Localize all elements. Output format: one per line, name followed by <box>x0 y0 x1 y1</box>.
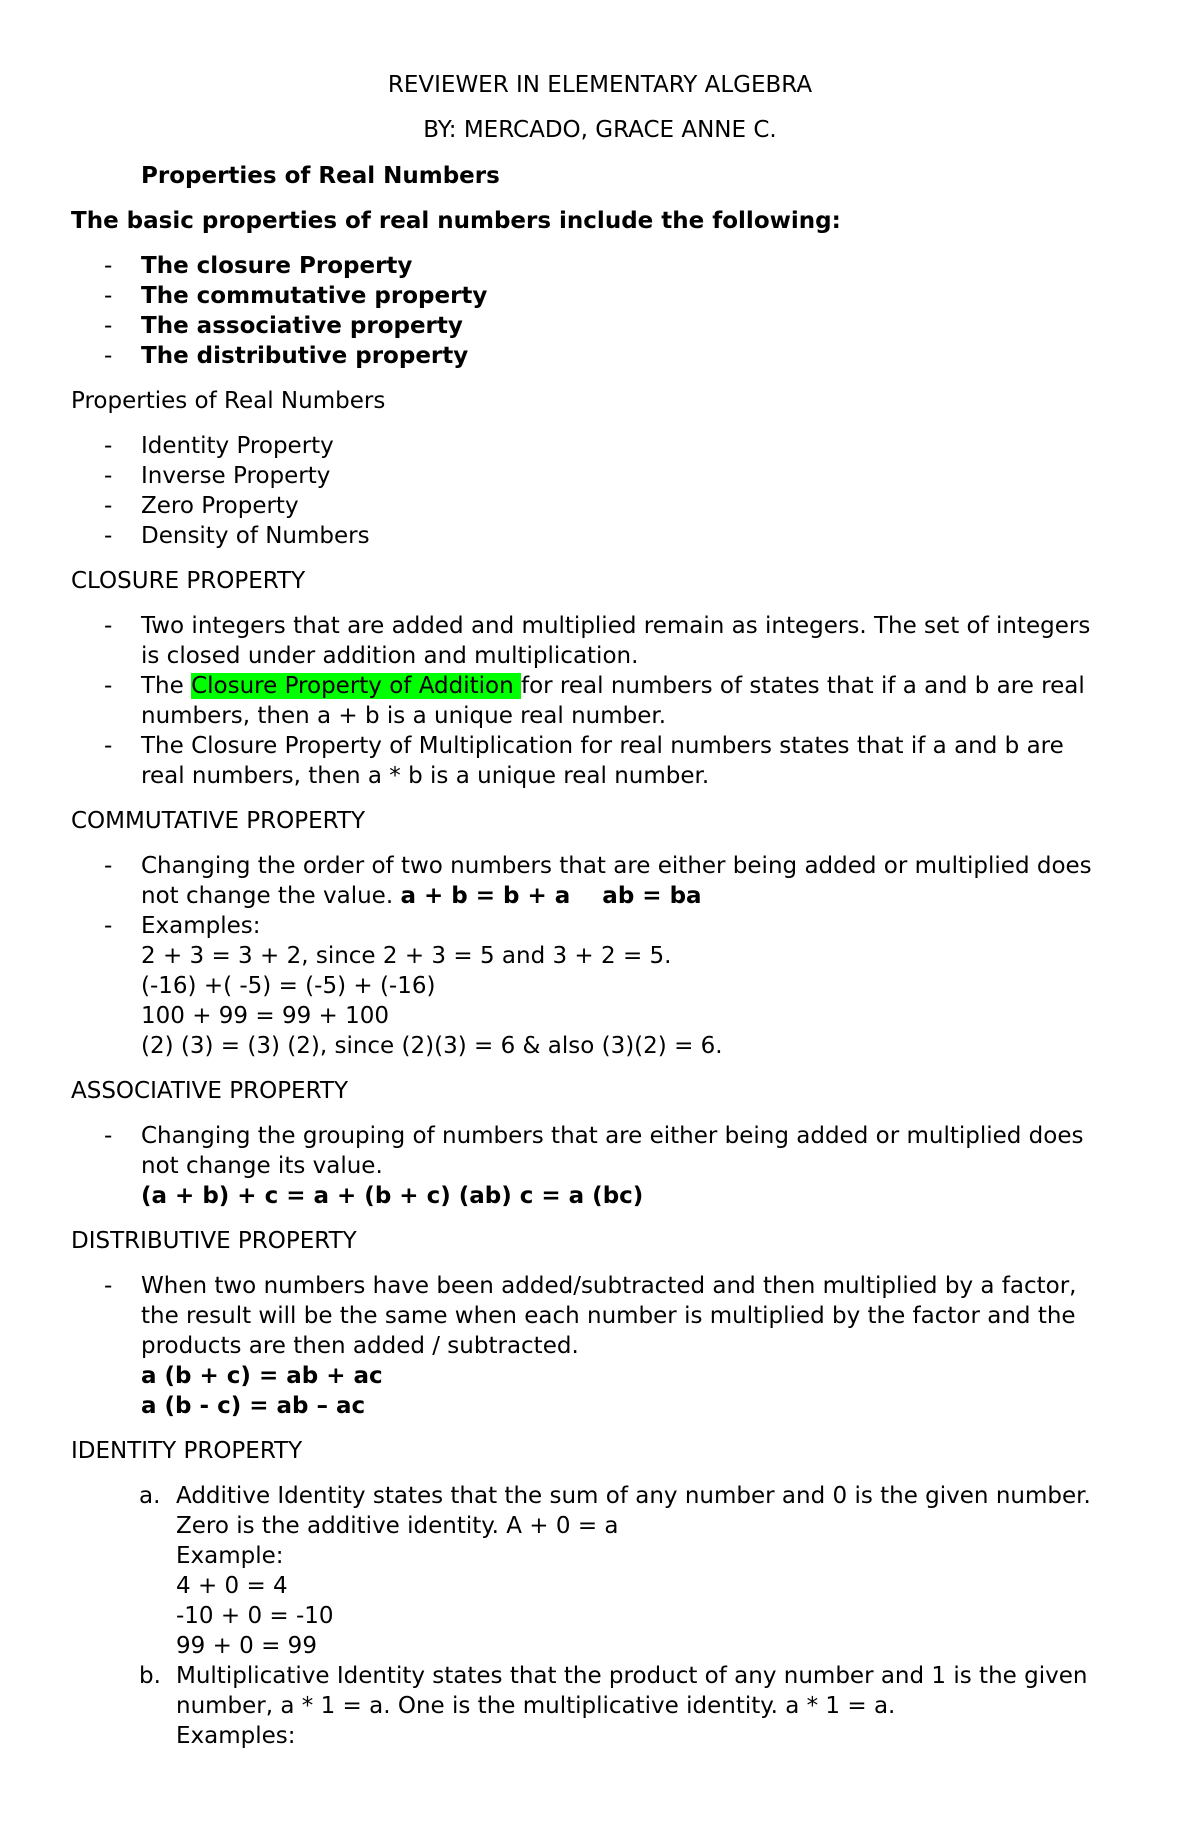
list-item: Inverse Property <box>141 463 331 489</box>
list-item: The distributive property <box>141 343 469 369</box>
bullet-dash: - <box>104 1123 113 1149</box>
paragraph-line: is closed under addition and multiplication. <box>141 643 639 669</box>
list-item: Density of Numbers <box>141 523 370 549</box>
paragraph-line: Additive Identity states that the sum of any number and 0 is the given number. <box>176 1483 1091 1509</box>
text-run: not change the value. <box>141 883 401 909</box>
bullet-dash: - <box>104 253 113 279</box>
paragraph-line: The Closure Property of Multiplication for real numbers states that if a and b are <box>141 733 1064 759</box>
paragraph-line: not change its value. <box>141 1153 383 1179</box>
paragraph-line: Examples: <box>176 1723 296 1749</box>
section-heading: IDENTITY PROPERTY <box>71 1438 303 1464</box>
bullet-dash: - <box>104 433 113 459</box>
document-author: BY: MERCADO, GRACE ANNE C. <box>423 117 777 143</box>
section-subheading: Properties of Real Numbers <box>141 163 500 189</box>
bullet-dash: - <box>104 613 113 639</box>
bullet-dash: - <box>104 523 113 549</box>
paragraph-line: Zero is the additive identity. A + 0 = a <box>176 1513 619 1539</box>
bullet-dash: - <box>104 283 113 309</box>
text-run: The <box>141 673 192 699</box>
document-title: REVIEWER IN ELEMENTARY ALGEBRA <box>387 72 813 98</box>
section-heading: ASSOCIATIVE PROPERTY <box>71 1078 348 1104</box>
example-line: (-16) +( -5) = (-5) + (-16) <box>141 973 436 999</box>
example-line: 99 + 0 = 99 <box>176 1633 317 1659</box>
example-line: 2 + 3 = 3 + 2, since 2 + 3 = 5 and 3 + 2 = 5. <box>141 943 672 969</box>
paragraph-line: When two numbers have been added/subtracted and then multiplied by a factor, <box>141 1273 1077 1299</box>
bullet-dash: - <box>104 1273 113 1299</box>
text-run: for real numbers of states that if a and b are real <box>521 673 1085 699</box>
paragraph-line: real numbers, then a * b is a unique real number. <box>141 763 710 789</box>
paragraph-line: Changing the grouping of numbers that are either being added or multiplied does <box>141 1123 1084 1149</box>
list-item: Zero Property <box>141 493 299 519</box>
paragraph-line: products are then added / subtracted. <box>141 1333 579 1359</box>
list-item: Identity Property <box>141 433 334 459</box>
list-label: b. <box>139 1663 161 1689</box>
bullet-dash: - <box>104 463 113 489</box>
section-heading: Properties of Real Numbers <box>71 388 386 414</box>
paragraph-line: Examples: <box>141 913 261 939</box>
paragraph-line: Two integers that are added and multiplied remain as integers. The set of integers <box>141 613 1091 639</box>
bullet-dash: - <box>104 493 113 519</box>
paragraph-line: the result will be the same when each number is multiplied by the factor and the <box>141 1303 1076 1329</box>
bullet-dash: - <box>104 343 113 369</box>
list-label: a. <box>139 1483 161 1509</box>
list-item: The closure Property <box>141 253 413 279</box>
section-heading: DISTRIBUTIVE PROPERTY <box>71 1228 357 1254</box>
example-line: 100 + 99 = 99 + 100 <box>141 1003 390 1029</box>
highlighted-term: Closure Property of Addition <box>191 673 521 699</box>
paragraph-line: number, a * 1 = a. One is the multiplicative identity. a * 1 = a. <box>176 1693 896 1719</box>
formula: (a + b) + c = a + (b + c) (ab) c = a (bc) <box>141 1183 644 1209</box>
formula: a (b - c) = ab – ac <box>141 1393 366 1419</box>
paragraph-line: Multiplicative Identity states that the product of any number and 1 is the given <box>176 1663 1088 1689</box>
paragraph-line: Changing the order of two numbers that are either being added or multiplied does <box>141 853 1092 879</box>
section-heading: CLOSURE PROPERTY <box>71 568 306 594</box>
formula: a (b + c) = ab + ac <box>141 1363 383 1389</box>
paragraph-line <box>141 881 702 911</box>
list-item: The associative property <box>141 313 463 339</box>
paragraph-line <box>141 671 1085 701</box>
bullet-dash: - <box>104 313 113 339</box>
bullet-dash: - <box>104 913 113 939</box>
bullet-dash: - <box>104 733 113 759</box>
example-line: (2) (3) = (3) (2), since (2)(3) = 6 & also (3)(2) = 6. <box>141 1033 723 1059</box>
bullet-dash: - <box>104 673 113 699</box>
example-line: 4 + 0 = 4 <box>176 1573 288 1599</box>
paragraph-line: numbers, then a + b is a unique real number. <box>141 703 667 729</box>
paragraph-line: Example: <box>176 1543 284 1569</box>
bullet-dash: - <box>104 853 113 879</box>
example-line: -10 + 0 = -10 <box>176 1603 334 1629</box>
section-heading: COMMUTATIVE PROPERTY <box>71 808 366 834</box>
intro-lead: The basic properties of real numbers include the following: <box>71 208 841 234</box>
formula: a + b = b + a ab = ba <box>400 883 702 909</box>
list-item: The commutative property <box>141 283 488 309</box>
